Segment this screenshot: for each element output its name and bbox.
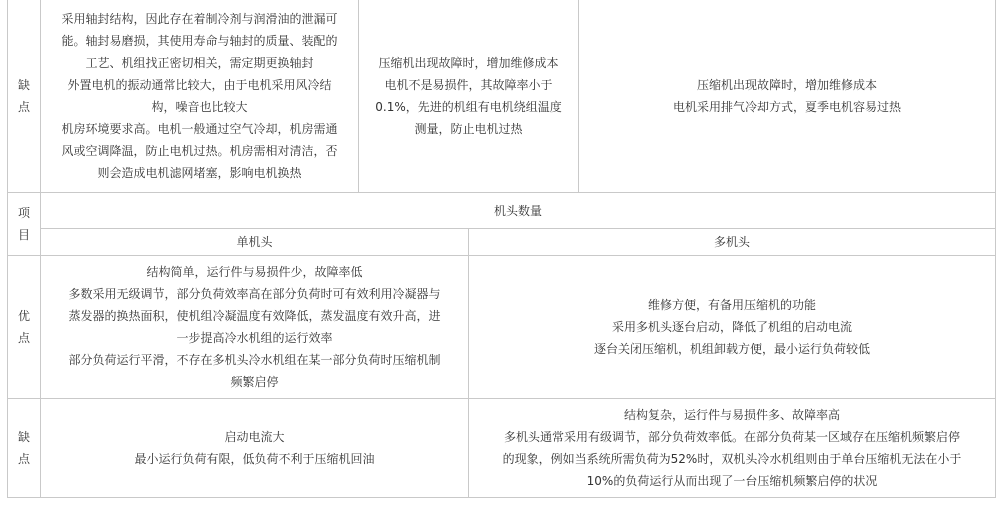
cell-line: 蒸发器的换热面积，使机组冷凝温度有效降低，蒸发温度有效升高，进 [68, 309, 441, 323]
cell-line: 采用多机头逐台启动，降低了机组的启动电流 [611, 320, 852, 334]
top-col3-cell [579, 0, 995, 192]
cell-line: 风或空调降温，防止电机过热。机房需相对清洁，否 [61, 144, 338, 158]
header-single-head-text: 单机头 [236, 235, 273, 249]
cell-line: 电机不是易损件，其故障率小于 [384, 78, 553, 92]
cell-line: 能。轴封易磨损，其使用寿命与轴封的质量、装配的 [61, 34, 338, 48]
cell-line: 10%的负荷运行从而出现了一台压缩机频繁启停的状况 [586, 474, 878, 488]
header-single-head [41, 229, 468, 255]
cell-line: 频繁启停 [230, 375, 279, 389]
grid-line [995, 0, 996, 498]
row-label-char: 点 [17, 100, 30, 114]
cell-line: 机房环境要求高。电机一般通过空气冷却，机房需通 [61, 122, 338, 136]
cell-line: 外置电机的振动通常比较大，由于电机采用风冷结 [67, 78, 332, 92]
cell-line: 构，噪音也比较大 [151, 100, 248, 114]
cell-line: 测量，防止电机过热 [414, 122, 523, 136]
advantages-multi-cell [469, 256, 995, 398]
cell-line: 采用轴封结构，因此存在着制冷剂与润滑油的泄漏可 [61, 12, 338, 26]
header-multi-head [469, 229, 995, 255]
top-col1-cell [41, 0, 358, 192]
cell-line: 结构简单，运行件与易损件少，故障率低 [146, 265, 363, 279]
header-multi-head-text: 多机头 [713, 235, 750, 249]
cell-line: 结构复杂，运行件与易损件多、故障率高 [623, 408, 840, 422]
cell-line: 的现象，例如当系统所需负荷为52%时，双机头冷水机组则由于单台压缩机无法在小于 [502, 452, 962, 466]
grid-line [7, 497, 995, 498]
cell-line: 0.1%，先进的机组有电机绕组温度 [375, 100, 562, 114]
disadvantages-multi-cell [469, 399, 995, 497]
row-label-char: 缺 [17, 78, 30, 92]
row-label-char: 缺 [17, 430, 30, 444]
cell-line: 启动电流大 [224, 430, 285, 444]
row-label-char: 优 [17, 309, 30, 323]
cell-line: 电机采用排气冷却方式，夏季电机容易过热 [672, 100, 901, 114]
row-label-top-disadvantages [8, 0, 40, 192]
row-label-disadvantages [8, 399, 40, 497]
disadvantages-single-cell [41, 399, 468, 497]
item-label-char: 目 [17, 228, 30, 242]
header-title [41, 193, 995, 228]
advantages-single-cell [41, 256, 468, 398]
row-label-advantages [8, 256, 40, 398]
cell-line: 工艺、机组找正密切相关，需定期更换轴封 [85, 56, 314, 70]
cell-line: 逐台关闭压缩机，机组卸载方便，最小运行负荷较低 [593, 342, 870, 356]
item-label [8, 193, 40, 255]
cell-line: 多数采用无级调节，部分负荷效率高在部分负荷时可有效利用冷凝器与 [68, 287, 441, 301]
item-label-char: 项 [17, 206, 30, 220]
cell-line: 维修方便，有备用压缩机的功能 [647, 298, 816, 312]
cell-line: 压缩机出现故障时，增加维修成本 [378, 56, 559, 70]
cell-line: 最小运行负荷有限，低负荷不利于压缩机回油 [134, 452, 375, 466]
cell-line: 一步提高冷水机组的运行效率 [176, 331, 333, 345]
cell-line: 压缩机出现故障时，增加维修成本 [696, 78, 877, 92]
cell-line: 部分负荷运行平滑，不存在多机头冷水机组在某一部分负荷时压缩机制 [68, 353, 441, 367]
row-label-char: 点 [17, 331, 30, 345]
row-label-char: 点 [17, 452, 30, 466]
cell-line: 多机头通常采用有级调节，部分负荷效率低。在部分负荷某一区域存在压缩机频繁启停 [503, 430, 960, 444]
top-col2-cell [359, 0, 578, 192]
header-title-text: 机头数量 [493, 203, 542, 218]
cell-line: 则会造成电机滤网堵塞，影响电机换热 [97, 166, 302, 180]
